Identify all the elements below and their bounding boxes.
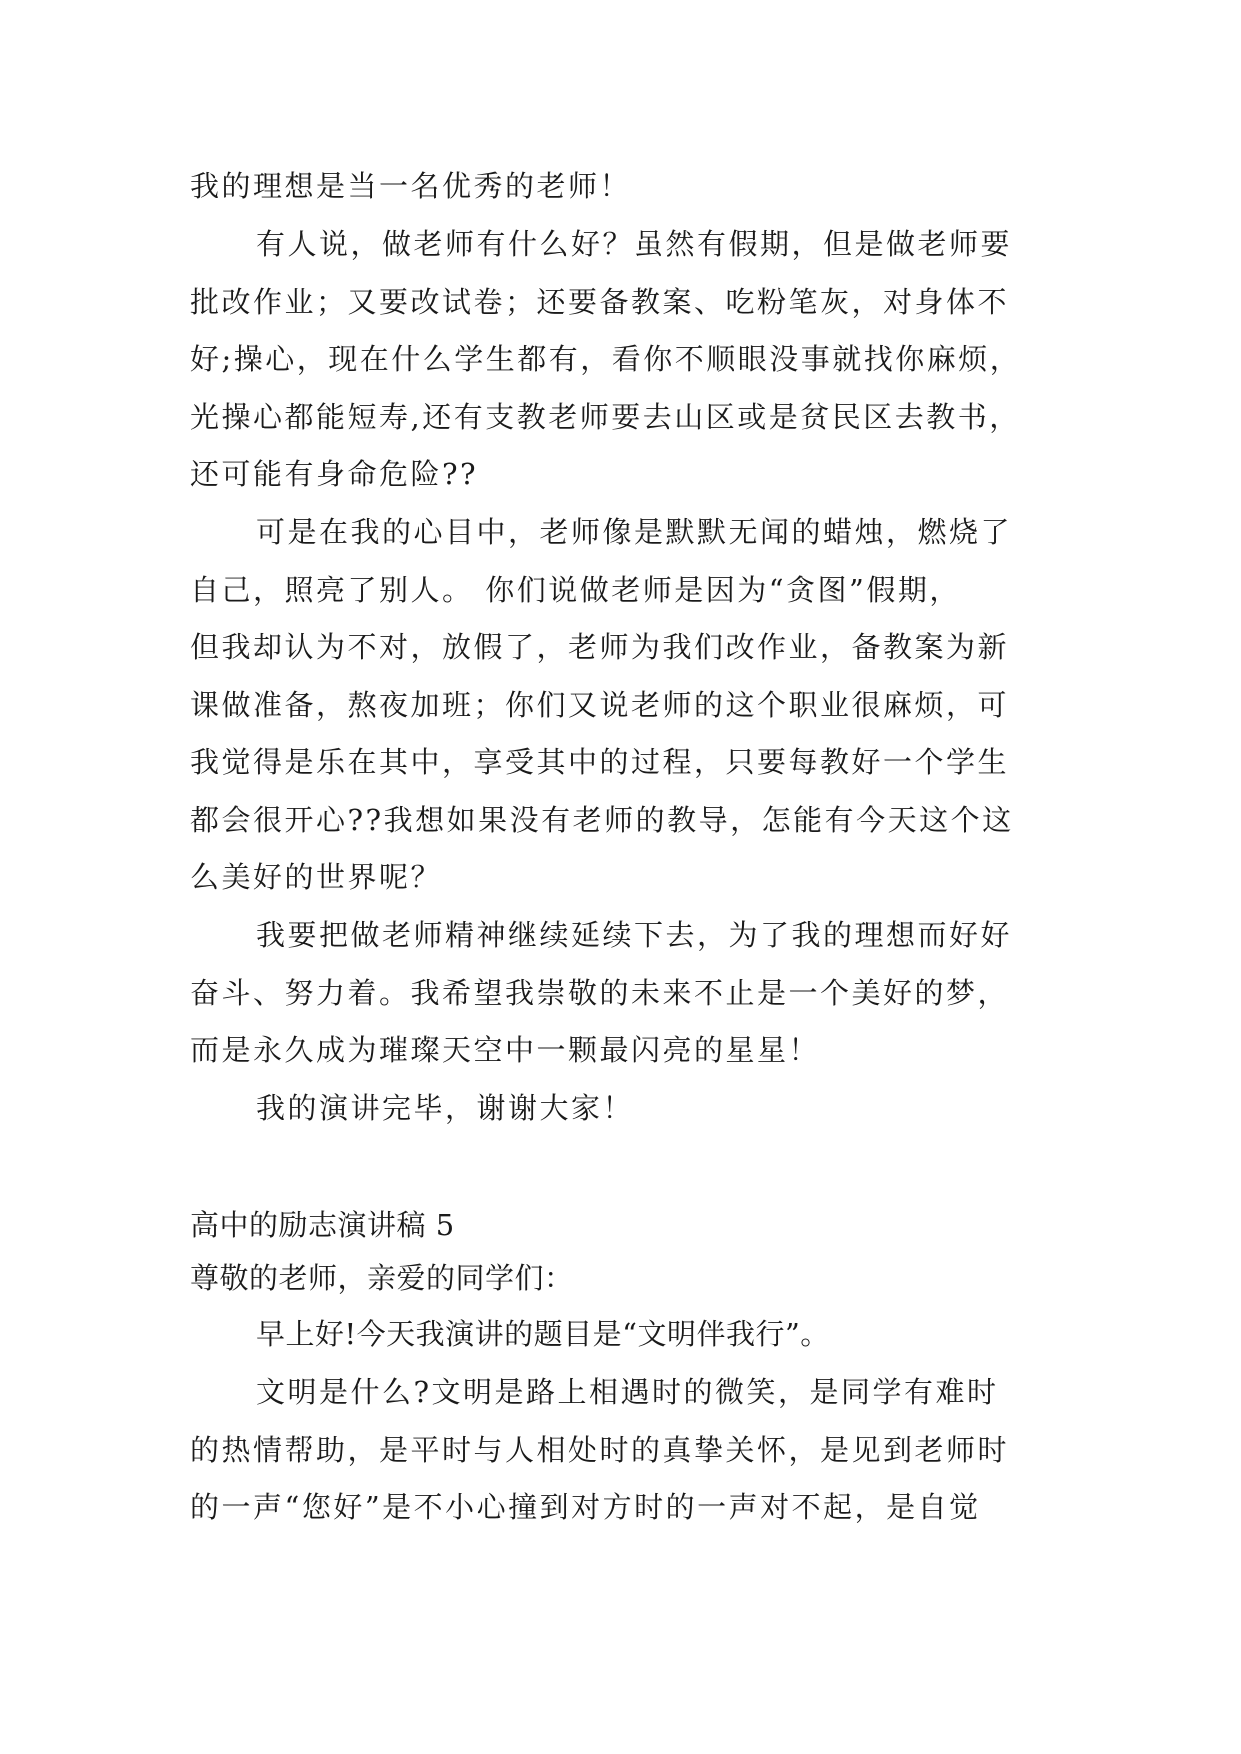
text-line: 课做准备，熬夜加班；你们又说老师的这个职业很麻烦，可 [190, 688, 1010, 722]
text-line: 但我却认为不对，放假了，老师为我们改作业，备教案为新 [190, 630, 1010, 664]
text-line: 光操心都能短寿,还有支教老师要去山区或是贫民区去教书， [190, 400, 1021, 434]
paragraph-first-line: 我的演讲完毕，谢谢大家！ [256, 1091, 635, 1125]
text-line: 我的理想是当一名优秀的老师！ [190, 169, 632, 203]
text-line: 么美好的世界呢？ [190, 860, 443, 894]
section-heading: 高中的励志演讲稿 5 [190, 1208, 455, 1242]
paragraph-first-line: 有人说，做老师有什么好？虽然有假期，但是做老师要 [256, 227, 1013, 261]
paragraph-first-line: 我要把做老师精神继续延续下去，为了我的理想而好好 [256, 918, 1013, 952]
paragraph-first-line: 早上好!今天我演讲的题目是“文明伴我行”。 [256, 1317, 830, 1351]
text-line: 而是永久成为璀璨天空中一颗最闪亮的星星！ [190, 1033, 821, 1067]
text-line: 奋斗、努力着。我希望我崇敬的未来不止是一个美好的梦， [190, 976, 1010, 1010]
text-line: 自己，照亮了别人。 你们说做老师是因为“贪图”假期， [190, 573, 961, 607]
paragraph-first-line: 文明是什么?文明是路上相遇时的微笑，是同学有难时 [256, 1375, 999, 1409]
text-line: 还可能有身命危险?? [190, 457, 479, 491]
salutation: 尊敬的老师，亲爱的同学们： [190, 1261, 574, 1295]
text-line: 好;操心，现在什么学生都有，看你不顺眼没事就找你麻烦， [190, 342, 1022, 376]
text-line: 的一声“您好”是不小心撞到对方时的一声对不起，是自觉 [190, 1490, 981, 1524]
text-line: 我觉得是乐在其中，享受其中的过程，只要每教好一个学生 [190, 745, 1010, 779]
text-line: 批改作业；又要改试卷；还要备教案、吃粉笔灰，对身体不 [190, 285, 1010, 319]
paragraph-first-line: 可是在我的心目中，老师像是默默无闻的蜡烛，燃烧了 [256, 515, 1013, 549]
text-line: 的热情帮助，是平时与人相处时的真挚关怀，是见到老师时 [190, 1433, 1010, 1467]
text-line: 都会很开心??我想如果没有老师的教导，怎能有今天这个这 [190, 803, 1014, 837]
